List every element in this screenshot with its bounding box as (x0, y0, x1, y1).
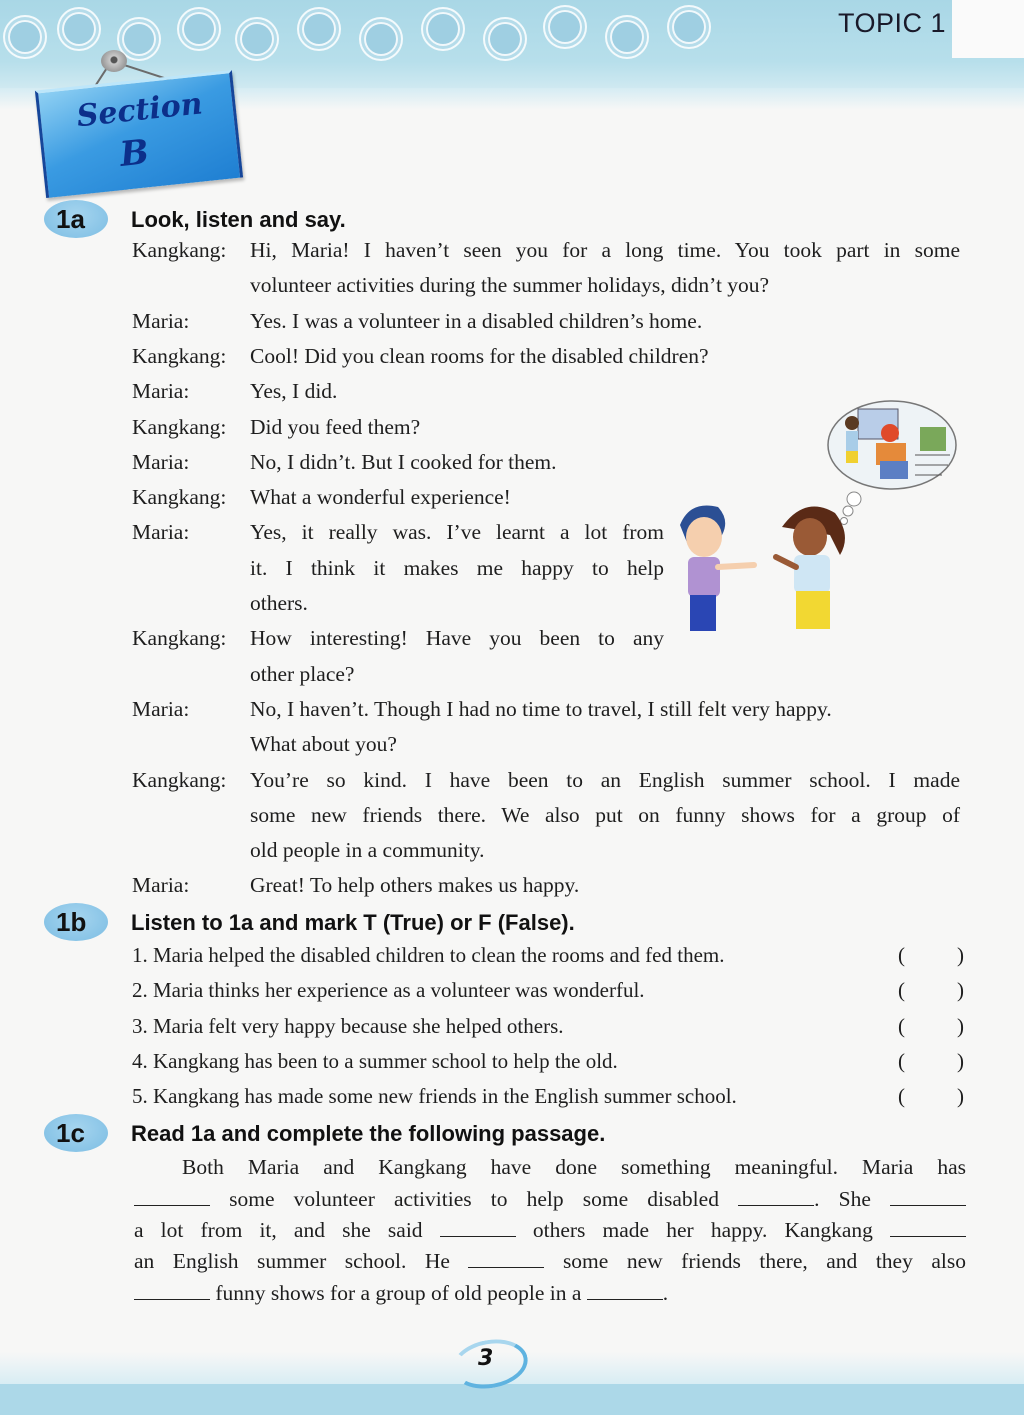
answer-blank[interactable] (587, 1285, 663, 1300)
passage-line (134, 1281, 966, 1306)
speaker-name: Maria: (132, 308, 190, 333)
dialogue-line: Yes, I did. (250, 379, 338, 404)
speaker-name: Maria: (132, 873, 190, 898)
dialogue-line: What a wonderful experience! (250, 485, 511, 510)
speaker-name: Maria: (132, 379, 190, 404)
speaker-name: Kangkang: (132, 485, 227, 510)
paren-open: ( (898, 1013, 905, 1038)
passage-line (182, 1155, 966, 1180)
section-letter: B (118, 132, 151, 175)
answer-blank[interactable] (890, 1222, 966, 1237)
dialogue-line: Hi, Maria! I haven’t seen you for a long time. You took part in some (250, 238, 960, 262)
paren-open: ( (898, 978, 905, 1003)
dialogue-line: others. (250, 591, 308, 615)
passage-text: Both Maria and Kangkang have done something meaningful. Maria has (182, 1155, 966, 1179)
tf-statement: 2. Maria thinks her experience as a volunteer was wonderful. (132, 978, 645, 1003)
page-number: 3 (478, 1346, 494, 1371)
tf-answer-field[interactable] (898, 1084, 964, 1109)
passage-text: some new friends there, and they also (544, 1249, 966, 1273)
passage-text: others made her happy. Kangkang (515, 1218, 890, 1242)
ring-icon (426, 12, 460, 46)
dialogue-line: Great! To help others makes us happy. (250, 873, 580, 898)
tf-statement: 1. Maria helped the disabled children to clean the rooms and fed them. (132, 943, 725, 967)
paren-close: ) (957, 943, 964, 967)
topic-label: TOPIC 1 (838, 8, 947, 38)
passage-line (134, 1218, 966, 1243)
ring-icon (302, 12, 336, 46)
paren-close: ) (957, 978, 964, 1003)
passage-text: funny shows for a group of old people in a (210, 1281, 587, 1305)
speaker-name: Kangkang: (132, 626, 227, 651)
dialogue-line: old people in a community. (250, 838, 485, 863)
ring-icon (548, 10, 582, 44)
activity-badge-1c: 1c (44, 1114, 108, 1152)
answer-blank[interactable] (468, 1253, 544, 1268)
activity-badge-1a: 1a (44, 200, 108, 238)
ring-icon (488, 22, 522, 56)
passage-line (134, 1187, 966, 1212)
passage-text: . She (814, 1187, 890, 1211)
speaker-name: Kangkang: (132, 767, 227, 792)
passage-text: a lot from it, and she said (134, 1218, 440, 1242)
passage-text: . (662, 1281, 669, 1305)
passage-text: some volunteer activities to help some disabled (210, 1187, 739, 1211)
tf-statement: 5. Kangkang has made some new friends in the English summer school. (132, 1084, 737, 1109)
dialogue-line: No, I haven’t. Though I had no time to travel, I still felt very happy. (250, 696, 832, 721)
dialogue-line: Did you feed them? (250, 414, 421, 439)
paren-open: ( (898, 1048, 905, 1073)
tf-answer-field[interactable] (898, 1014, 964, 1039)
speaker-name: Kangkang: (132, 343, 227, 368)
paren-open: ( (898, 943, 905, 967)
speaker-name: Kangkang: (132, 238, 227, 262)
ring-icon (62, 12, 96, 46)
passage-line (134, 1249, 966, 1274)
kangkang-character (680, 505, 754, 631)
section-word: Section (75, 86, 205, 135)
tf-answer-field[interactable] (898, 1049, 964, 1074)
tf-statement: 3. Maria felt very happy because she helped others. (132, 1013, 564, 1038)
ring-icon (122, 22, 156, 56)
dialogue-line: What about you? (250, 732, 397, 757)
answer-blank[interactable] (134, 1191, 210, 1206)
footer-band (0, 1384, 1024, 1415)
ring-icon (182, 12, 216, 46)
topic-box (952, 0, 1024, 58)
dialogue-line: How interesting! Have you been to any (250, 626, 664, 651)
dialogue-line: Yes. I was a volunteer in a disabled children’s home. (250, 308, 703, 333)
speaker-name: Maria: (132, 449, 190, 474)
answer-blank[interactable] (890, 1191, 966, 1206)
speaker-name: Maria: (132, 696, 190, 721)
dialogue-line: You’re so kind. I have been to an English summer school. I made (250, 767, 960, 792)
activity-badge-1b: 1b (44, 903, 108, 941)
paren-open: ( (898, 1084, 905, 1109)
passage-text: an English summer school. He (134, 1249, 469, 1273)
ring-icon (610, 20, 644, 54)
section-sign (35, 70, 243, 198)
ring-icon (240, 22, 274, 56)
dialogue-line: other place? (250, 661, 355, 686)
ring-icon (8, 20, 42, 54)
dialogue-line: No, I didn’t. But I cooked for them. (250, 449, 557, 474)
dialogue-line: volunteer activities during the summer holidays, didn’t you? (250, 273, 770, 298)
pushpin-icon (101, 50, 127, 72)
speaker-name: Kangkang: (132, 414, 227, 439)
answer-blank[interactable] (134, 1285, 210, 1300)
paren-close: ) (957, 1048, 964, 1073)
tf-statement: 4. Kangkang has been to a summer school to help the old. (132, 1048, 618, 1073)
answer-blank[interactable] (440, 1222, 516, 1237)
paren-close: ) (957, 1084, 964, 1109)
tf-answer-field[interactable] (898, 978, 964, 1003)
dialogue-line: some new friends there. We also put on funny shows for a group of (250, 802, 960, 827)
maria-character (776, 507, 845, 629)
paren-close: ) (957, 1013, 964, 1038)
dialogue-line: Yes, it really was. I’ve learnt a lot from (250, 520, 664, 545)
ring-icon (364, 22, 398, 56)
dialogue-line: it. I think it makes me happy to help (250, 555, 664, 580)
answer-blank[interactable] (738, 1191, 814, 1206)
activity-1c-title: Read 1a and complete the following passage. (131, 1121, 606, 1146)
volunteer-scene-thought-bubble (828, 401, 956, 525)
ring-icon (672, 10, 706, 44)
speaker-name: Maria: (132, 520, 190, 545)
activity-1b-title: Listen to 1a and mark T (True) or F (False). (131, 910, 575, 935)
kangkang-and-maria-talking-illustration (670, 395, 970, 635)
tf-answer-field[interactable] (898, 943, 964, 968)
dialogue-line: Cool! Did you clean rooms for the disabled children? (250, 343, 709, 368)
activity-1a-title: Look, listen and say. (131, 207, 346, 232)
